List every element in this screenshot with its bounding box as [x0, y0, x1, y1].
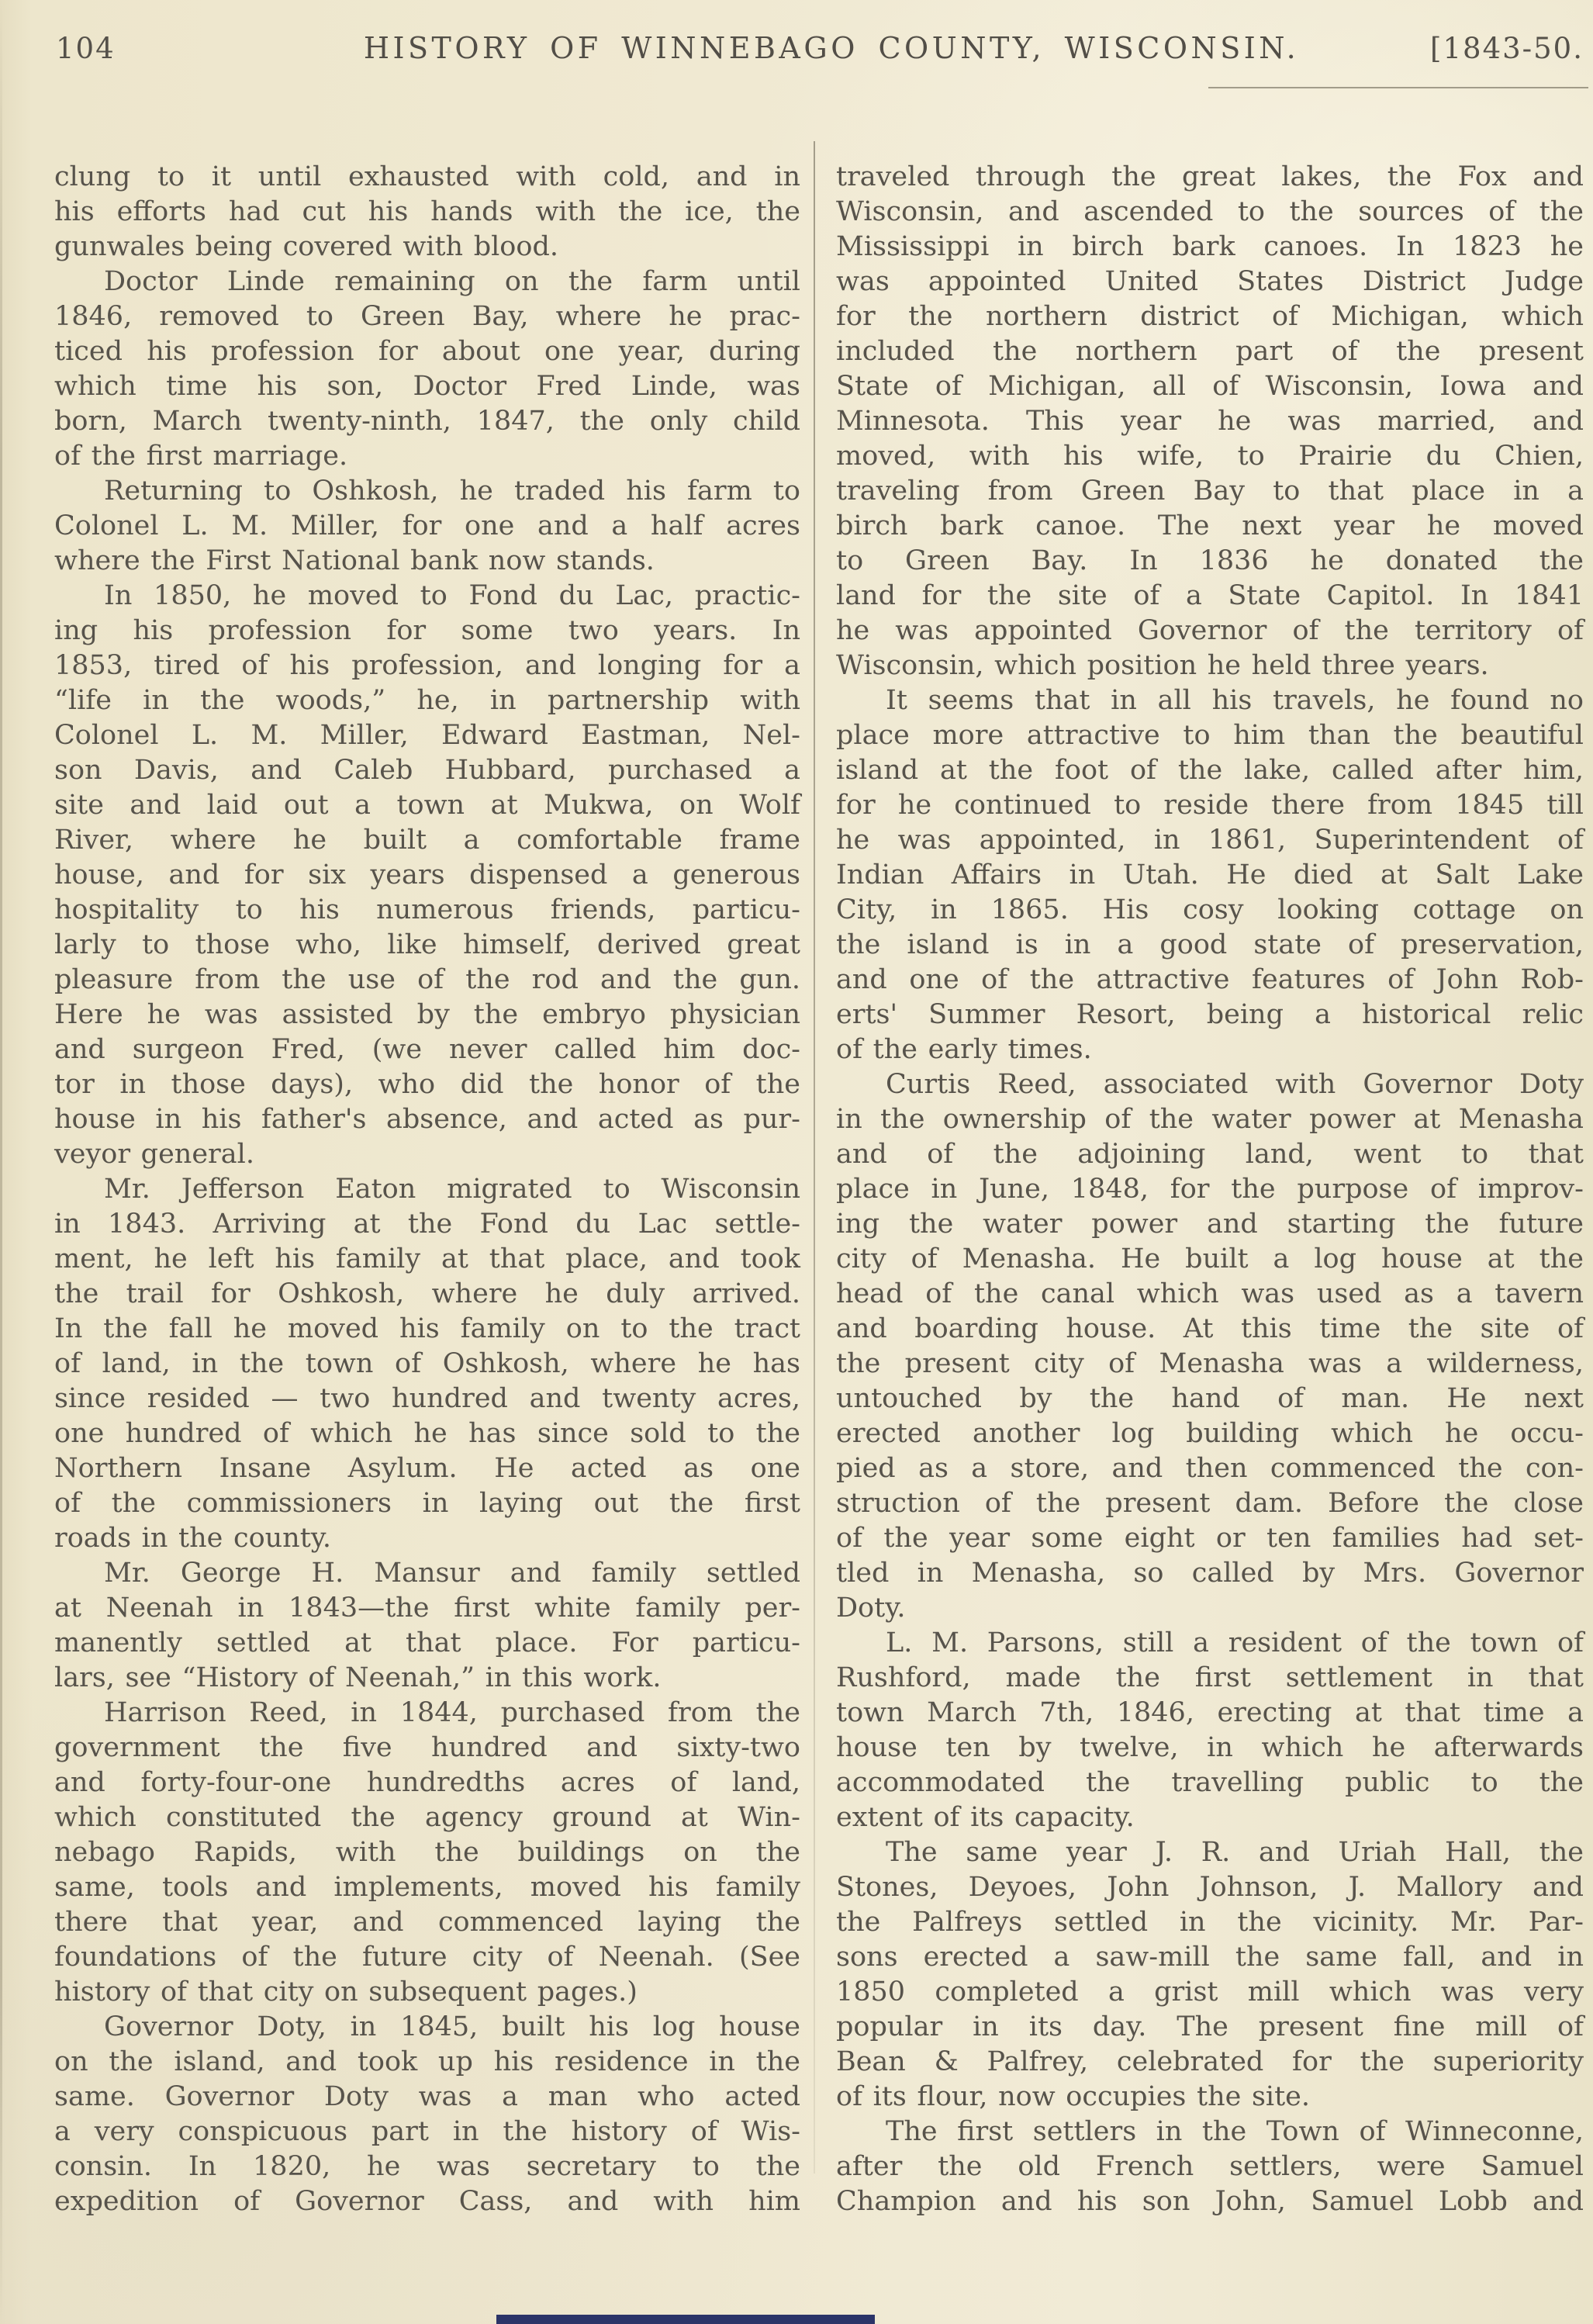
text-line: island at the foot of the lake, called after him, — [836, 755, 1584, 786]
text-line: traveled through the great lakes, the Fox and — [836, 161, 1584, 192]
text-line: Wisconsin, and ascended to the sources of the — [836, 196, 1584, 227]
page-date-range: [1843-50. — [1430, 32, 1584, 65]
text-line: sons erected a saw-mill the same fall, and in — [836, 1942, 1584, 1973]
right-column — [836, 160, 1584, 2219]
text-line: pleasure from the use of the rod and the gun. — [54, 964, 800, 995]
text-line: which time his son, Doctor Fred Linde, was — [54, 371, 800, 402]
text-line: foundations of the future city of Neenah. (See — [54, 1942, 800, 1973]
text-line: and forty-four-one hundredths acres of land, — [54, 1767, 800, 1798]
page-scan-edge — [0, 0, 2, 2324]
text-line: for he continued to reside there from 1845 till — [836, 790, 1584, 821]
text-line: veyor general. — [54, 1139, 254, 1170]
text-line: accommodated the travelling public to the — [836, 1767, 1584, 1798]
text-line: and boarding house. At this time the site of — [836, 1313, 1584, 1344]
text-line: a very conspicuous part in the history of Wis- — [54, 2116, 800, 2147]
text-line: Indian Affairs in Utah. He died at Salt Lake — [836, 859, 1584, 891]
bottom-scan-artifact — [496, 2315, 875, 2324]
text-line: It seems that in all his travels, he found no — [886, 685, 1584, 716]
text-line: ing the water power and starting the future — [836, 1209, 1584, 1240]
text-line: since resided — two hundred and twenty acres, — [54, 1383, 800, 1414]
text-line: erected another log building which he occu- — [836, 1418, 1584, 1449]
text-line: manently settled at that place. For particu- — [54, 1627, 800, 1658]
text-line: struction of the present dam. Before the close — [836, 1488, 1584, 1519]
text-line: 1846, removed to Green Bay, where he prac- — [54, 301, 800, 332]
text-line: of its flour, now occupies the site. — [836, 2081, 1311, 2112]
text-line: the island is in a good state of preservation, — [836, 929, 1584, 960]
column-divider — [814, 141, 815, 2174]
text-line: ment, he left his family at that place, and took — [54, 1243, 800, 1274]
page-title: HISTORY OF WINNEBAGO COUNTY, WISCONSIN. — [363, 31, 1300, 65]
text-line: place in June, 1848, for the purpose of improv- — [836, 1174, 1584, 1205]
text-line: 1850 completed a grist mill which was very — [836, 1976, 1584, 2008]
text-line: The same year J. R. and Uriah Hall, the — [886, 1837, 1584, 1868]
text-line: hospitality to his numerous friends, particu- — [54, 894, 800, 925]
text-line: in 1843. Arriving at the Fond du Lac settle- — [54, 1209, 800, 1240]
text-line: one hundred of which he has since sold to the — [54, 1418, 800, 1449]
text-line: at Neenah in 1843—the first white family per- — [54, 1593, 800, 1624]
text-line: Minnesota. This year he was married, and — [836, 406, 1584, 437]
text-line: on the island, and took up his residence in the — [54, 2046, 800, 2077]
text-line: The first settlers in the Town of Winneconne, — [886, 2116, 1584, 2147]
text-line: same. Governor Doty was a man who acted — [54, 2081, 800, 2112]
text-line: of the first marriage. — [54, 441, 348, 472]
text-line: popular in its day. The present fine mill of — [836, 2011, 1584, 2042]
text-line: son Davis, and Caleb Hubbard, purchased a — [54, 755, 800, 786]
text-line: of the commissioners in laying out the first — [54, 1488, 800, 1519]
text-line: consin. In 1820, he was secretary to the — [54, 2151, 800, 2182]
text-line: head of the canal which was used as a tavern — [836, 1278, 1584, 1309]
text-line: Curtis Reed, associated with Governor Doty — [886, 1069, 1584, 1100]
text-line: Mr. George H. Mansur and family settled — [104, 1558, 800, 1589]
text-line: was appointed United States District Judge — [836, 266, 1584, 297]
header-rule — [1208, 87, 1588, 88]
text-line: “life in the woods,” he, in partnership with — [54, 685, 800, 716]
text-line: traveling from Green Bay to that place in a — [836, 476, 1584, 507]
text-line: Mr. Jefferson Eaton migrated to Wisconsin — [104, 1174, 800, 1205]
text-line: roads in the county. — [54, 1523, 332, 1554]
text-line: clung to it until exhausted with cold, and in — [54, 161, 800, 192]
text-line: birch bark canoe. The next year he moved — [836, 510, 1584, 541]
text-line: Colonel L. M. Miller, for one and a half acres — [54, 510, 800, 541]
text-line: included the northern part of the present — [836, 336, 1584, 367]
text-line: pied as a store, and then commenced the con- — [836, 1453, 1584, 1484]
text-line: Wisconsin, which position he held three years. — [836, 650, 1489, 681]
text-line: In 1850, he moved to Fond du Lac, practic- — [104, 580, 800, 611]
left-column — [54, 160, 800, 2219]
text-line: he was appointed Governor of the territory of — [836, 615, 1584, 646]
text-line: of the early times. — [836, 1034, 1092, 1065]
text-line: expedition of Governor Cass, and with him — [54, 2186, 800, 2217]
text-line: erts' Summer Resort, being a historical relic — [836, 999, 1584, 1030]
text-line: nebago Rapids, with the buildings on the — [54, 1837, 800, 1868]
text-line: town March 7th, 1846, erecting at that time a — [836, 1697, 1584, 1728]
text-line: place more attractive to him than the beautiful — [836, 720, 1584, 751]
text-line: of land, in the town of Oshkosh, where he has — [54, 1348, 800, 1379]
text-line: house in his father's absence, and acted as pur- — [54, 1104, 800, 1135]
text-line: site and laid out a town at Mukwa, on Wolf — [54, 790, 800, 821]
text-line: Here he was assisted by the embryo physician — [54, 999, 800, 1030]
text-line: ing his profession for some two years. In — [54, 615, 800, 646]
text-line: City, in 1865. His cosy looking cottage on — [836, 894, 1584, 925]
text-line: land for the site of a State Capitol. In 1841 — [836, 580, 1584, 611]
page-number: 104 — [56, 32, 116, 65]
text-line: and one of the attractive features of John Rob- — [836, 964, 1584, 995]
text-line: untouched by the hand of man. He next — [836, 1383, 1584, 1414]
text-line: gunwales being covered with blood. — [54, 231, 558, 262]
text-line: city of Menasha. He built a log house at the — [836, 1243, 1584, 1274]
text-line: moved, with his wife, to Prairie du Chien, — [836, 441, 1584, 472]
text-line: Colonel L. M. Miller, Edward Eastman, Nel- — [54, 720, 800, 751]
text-line: house, and for six years dispensed a generous — [54, 859, 800, 891]
text-line: State of Michigan, all of Wisconsin, Iowa and — [836, 371, 1584, 402]
text-line: the present city of Menasha was a wilderness, — [836, 1348, 1584, 1379]
text-line: extent of its capacity. — [836, 1802, 1135, 1833]
text-line: Doctor Linde remaining on the farm until — [104, 266, 800, 297]
text-line: lars, see “History of Neenah,” in this work. — [54, 1662, 662, 1693]
text-line: same, tools and implements, moved his family — [54, 1872, 800, 1903]
text-line: in the ownership of the water power at Menasha — [836, 1104, 1584, 1135]
text-line: Rushford, made the first settlement in that — [836, 1662, 1584, 1693]
text-line: Doty. — [836, 1593, 906, 1624]
text-line: after the old French settlers, were Samuel — [836, 2151, 1584, 2182]
text-line: 1853, tired of his profession, and longing for a — [54, 650, 800, 681]
text-line: which constituted the agency ground at Win- — [54, 1802, 800, 1833]
text-line: his efforts had cut his hands with the ice, the — [54, 196, 800, 227]
text-line: house ten by twelve, in which he afterwards — [836, 1732, 1584, 1763]
text-line: to Green Bay. In 1836 he donated the — [836, 545, 1584, 576]
page-header — [56, 31, 1584, 70]
text-line: Champion and his son John, Samuel Lobb and — [836, 2186, 1584, 2217]
text-line: there that year, and commenced laying the — [54, 1907, 800, 1938]
text-line: and surgeon Fred, (we never called him doc- — [54, 1034, 800, 1065]
text-line: Returning to Oshkosh, he traded his farm to — [104, 476, 800, 507]
text-line: larly to those who, like himself, derived great — [54, 929, 800, 960]
text-line: In the fall he moved his family on to the tract — [54, 1313, 800, 1344]
text-line: Bean & Palfrey, celebrated for the superiority — [836, 2046, 1584, 2077]
text-line: tled in Menasha, so called by Mrs. Governor — [836, 1558, 1584, 1589]
text-line: government the five hundred and sixty-two — [54, 1732, 800, 1763]
text-line: the trail for Oshkosh, where he duly arrived. — [54, 1278, 800, 1309]
text-line: born, March twenty-ninth, 1847, the only child — [54, 406, 800, 437]
text-line: of the year some eight or ten families had set- — [836, 1523, 1584, 1554]
text-line: for the northern district of Michigan, which — [836, 301, 1584, 332]
text-line: he was appointed, in 1861, Superintendent of — [836, 825, 1584, 856]
text-line: where the First National bank now stands. — [54, 545, 655, 576]
text-line: tor in those days), who did the honor of the — [54, 1069, 800, 1100]
text-line: Harrison Reed, in 1844, purchased from the — [104, 1697, 800, 1728]
text-line: Stones, Deyoes, John Johnson, J. Mallory and — [836, 1872, 1584, 1903]
text-line: and of the adjoining land, went to that — [836, 1139, 1584, 1170]
text-line: L. M. Parsons, still a resident of the town of — [886, 1627, 1584, 1658]
text-line: River, where he built a comfortable frame — [54, 825, 800, 856]
text-line: Northern Insane Asylum. He acted as one — [54, 1453, 800, 1484]
text-line: Governor Doty, in 1845, built his log house — [104, 2011, 800, 2042]
text-line: Mississippi in birch bark canoes. In 1823 he — [836, 231, 1584, 262]
text-line: the Palfreys settled in the vicinity. Mr. Par- — [836, 1907, 1584, 1938]
text-line: history of that city on subsequent pages.) — [54, 1976, 638, 2008]
text-line: ticed his profession for about one year, during — [54, 336, 800, 367]
